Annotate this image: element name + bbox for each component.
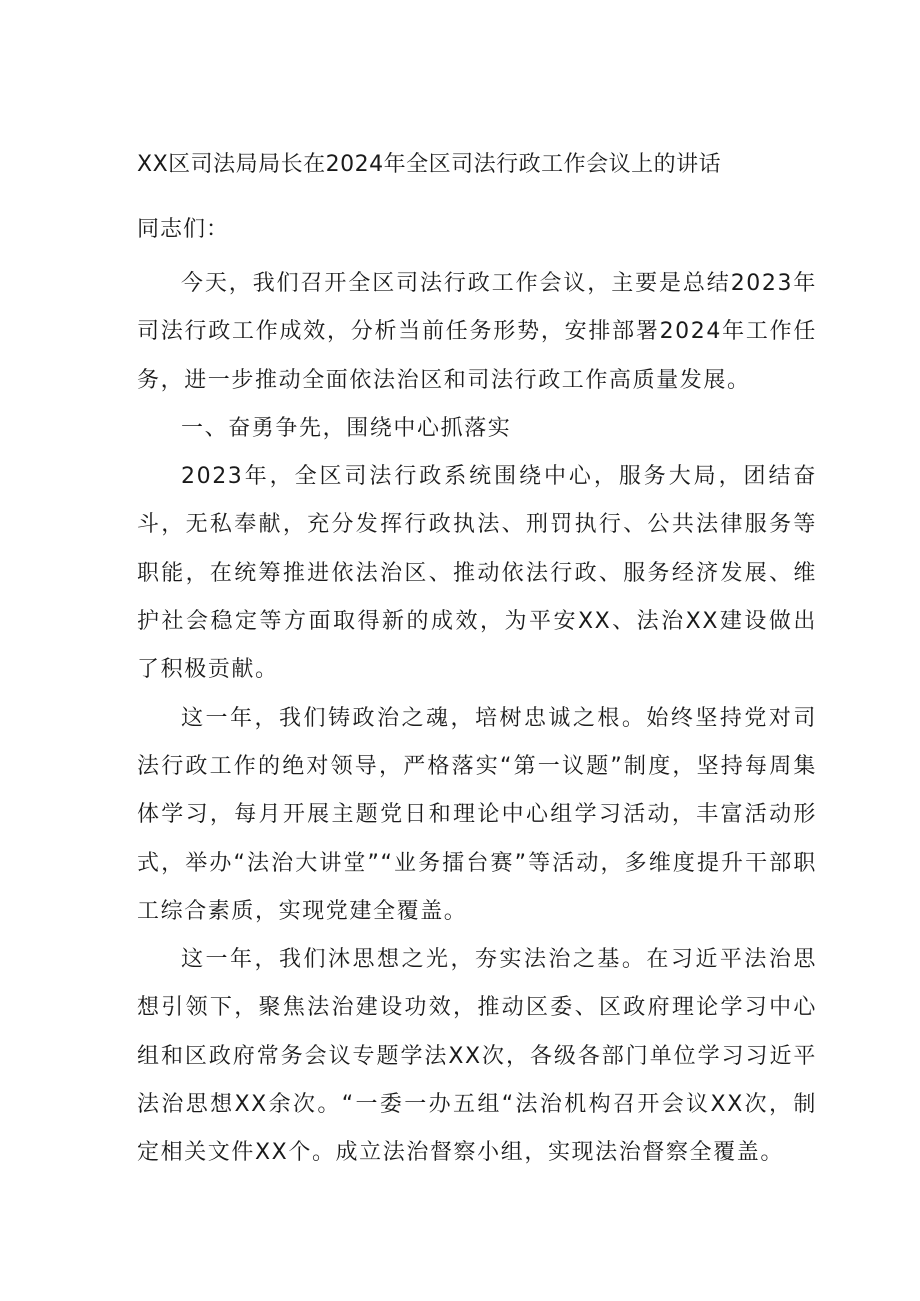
paragraph-political: 这一年，我们铸政治之魂，培树忠诚之根。始终坚持党对司法行政工作的绝对领导，严格落实“第一议题”制度，坚持每周集体学习，每月开展主题党日和理论中心组学习活动，丰富活动形式，举办“法治大讲堂”“业务擂台赛”等活动，多维度提升干部职工综合素质，实现党建全覆盖。 [137,705,817,924]
paragraph-intro: 今天，我们召开全区司法行政工作会议，主要是总结2023年司法行政工作成效，分析当前任务形势，安排部署2024年工作任务，进一步推动全面依法治区和司法行政工作高质量发展。 [137,271,817,393]
salutation: 同志们： [137,217,230,242]
paragraph-rule-of-law: 这一年，我们沐思想之光，夯实法治之基。在习近平法治思想引领下，聚焦法治建设功效，推动区委、区政府理论学习中心组和区政府常务会议专题学法XX次，各级各部门单位学习习近平法治思想XX余次。“一委一办五组“法治机构召开会议XX次，制定相关文件XX个。成立法治督察小组，实现法治督察全覆盖。 [137,947,817,1166]
document-body [137,260,817,1178]
paragraph-2023-summary: 2023年，全区司法行政系统围绕中心，服务大局，团结奋斗，无私奉献，充分发挥行政执法、刑罚执行、公共法律服务等职能，在统筹推进依法治区、推动依法行政、服务经济发展、维护社会稳定等方面取得新的成效，为平安XX、法治XX建设做出了积极贡献。 [137,464,817,683]
document-title: XX区司法局局长在2024年全区司法行政工作会议上的讲话 [137,152,722,177]
section-heading-1: 一、奋勇争先，围绕中心抓落实 [181,415,512,441]
